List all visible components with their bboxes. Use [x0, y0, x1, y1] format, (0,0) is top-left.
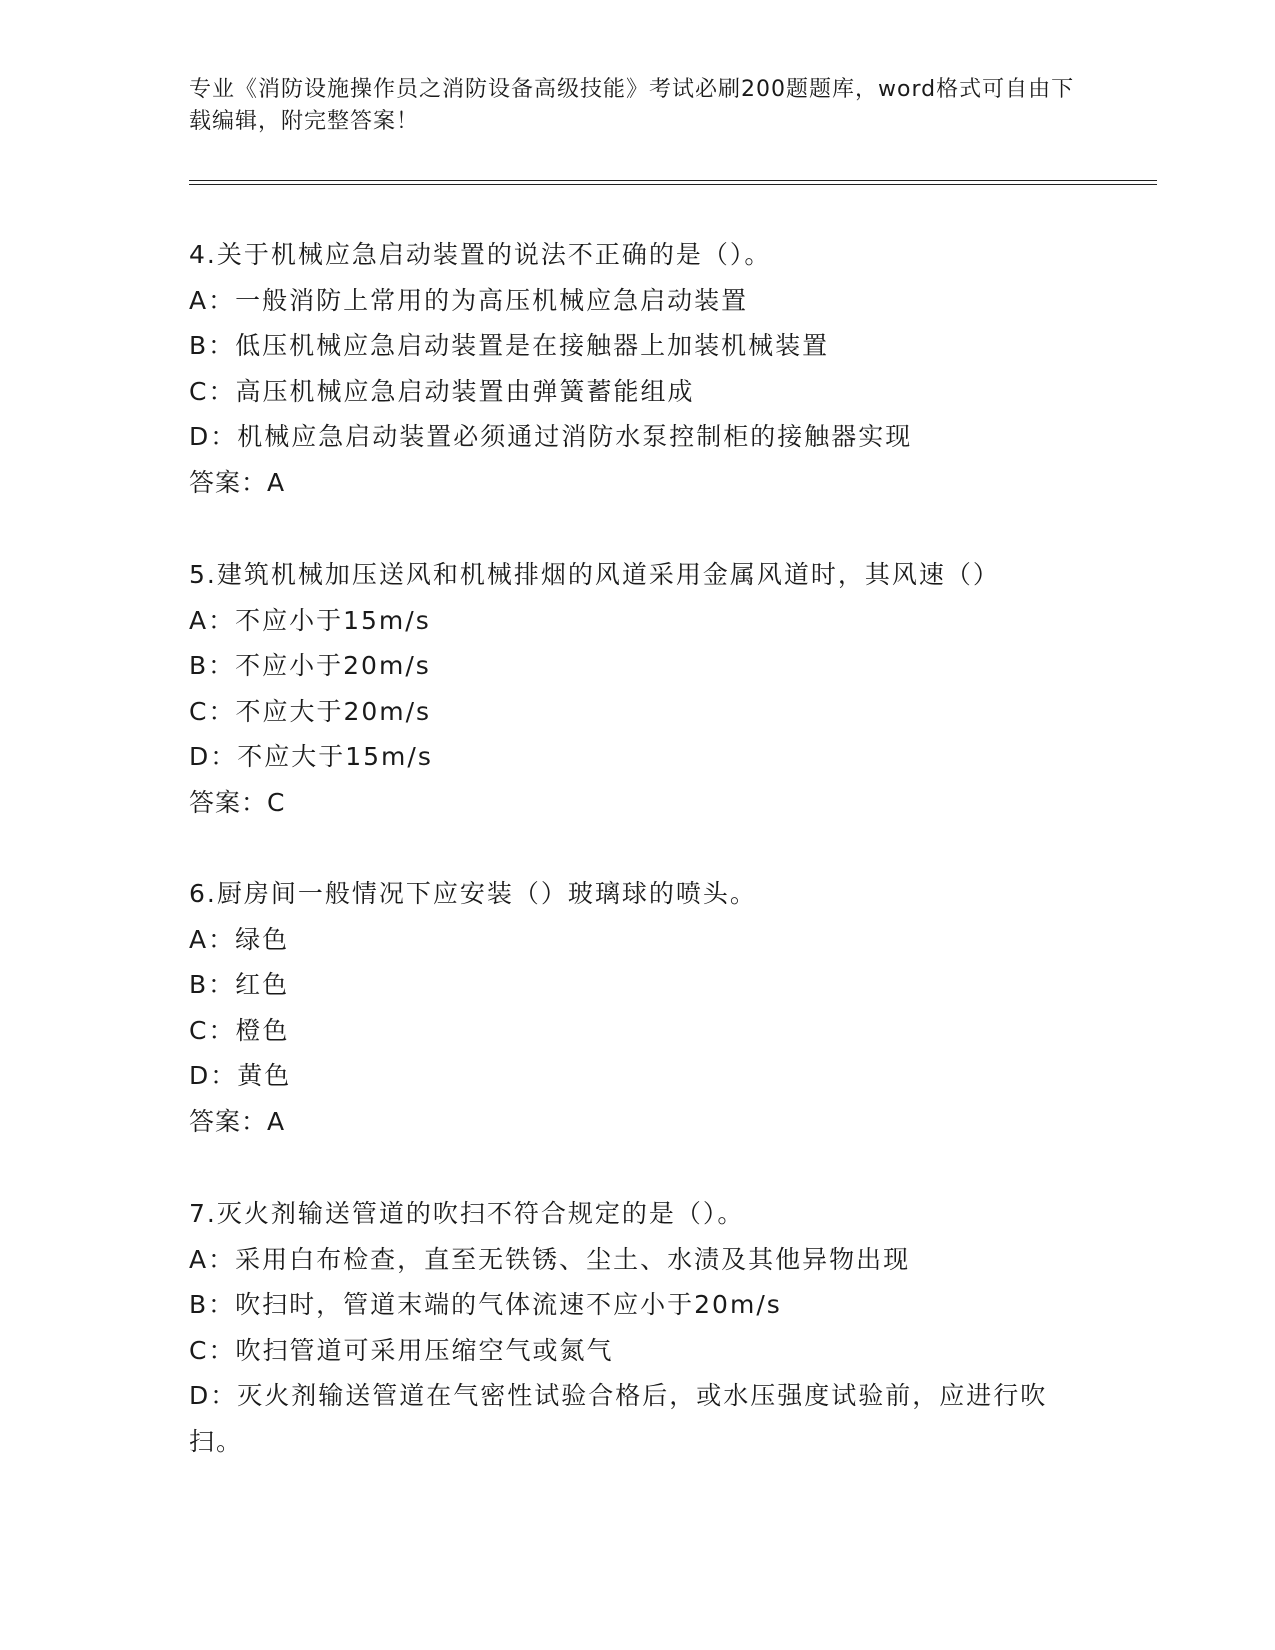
- option-a: A：采用白布检查，直至无铁锈、尘土、水渍及其他异物出现: [189, 1244, 911, 1274]
- question-4: [189, 232, 1089, 506]
- document-header: 专业《消防设施操作员之消防设备高级技能》考试必刷200题题库，word格式可自由下载编辑，附完整答案！: [189, 77, 1075, 134]
- option-b: B：吹扫时，管道末端的气体流速不应小于20m/s: [189, 1290, 782, 1320]
- option-d: D：黄色: [189, 1061, 292, 1091]
- header-rule-top: [189, 180, 1157, 181]
- question-stem: 6.厨房间一般情况下应安装（）玻璃球的喷头。: [189, 879, 757, 908]
- header-rule-bottom: [189, 184, 1157, 185]
- option-c: C：不应大于20m/s: [189, 696, 432, 726]
- option-a: A：一般消防上常用的为高压机械应急启动装置: [189, 285, 749, 315]
- question-5: [189, 552, 1089, 826]
- question-6: [189, 871, 1089, 1145]
- question-stem: 4.关于机械应急启动装置的说法不正确的是（）。: [189, 240, 772, 269]
- answer-label: 答案：A: [189, 1106, 286, 1136]
- question-stem: 5.建筑机械加压送风和机械排烟的风道采用金属风道时，其风速（）: [189, 560, 1000, 589]
- option-c: C：高压机械应急启动装置由弹簧蓄能组成: [189, 376, 695, 406]
- option-d: D：机械应急启动装置必须通过消防水泵控制柜的接触器实现: [189, 422, 913, 452]
- question-7: [189, 1191, 1089, 1465]
- option-c: C：吹扫管道可采用压缩空气或氮气: [189, 1335, 614, 1365]
- answer-label: 答案：A: [189, 467, 286, 497]
- option-a: A：绿色: [189, 924, 290, 954]
- option-d: D：灭火剂输送管道在气密性试验合格后，或水压强度试验前，应进行吹扫。: [189, 1381, 1048, 1456]
- question-stem: 7.灭火剂输送管道的吹扫不符合规定的是（）。: [189, 1199, 745, 1228]
- option-d: D：不应大于15m/s: [189, 742, 433, 772]
- option-a: A：不应小于15m/s: [189, 605, 431, 635]
- option-b: B：低压机械应急启动装置是在接触器上加装机械装置: [189, 331, 830, 361]
- answer-label: 答案：C: [189, 787, 286, 817]
- option-b: B：不应小于20m/s: [189, 651, 431, 681]
- option-b: B：红色: [189, 970, 290, 1000]
- option-c: C：橙色: [189, 1015, 290, 1045]
